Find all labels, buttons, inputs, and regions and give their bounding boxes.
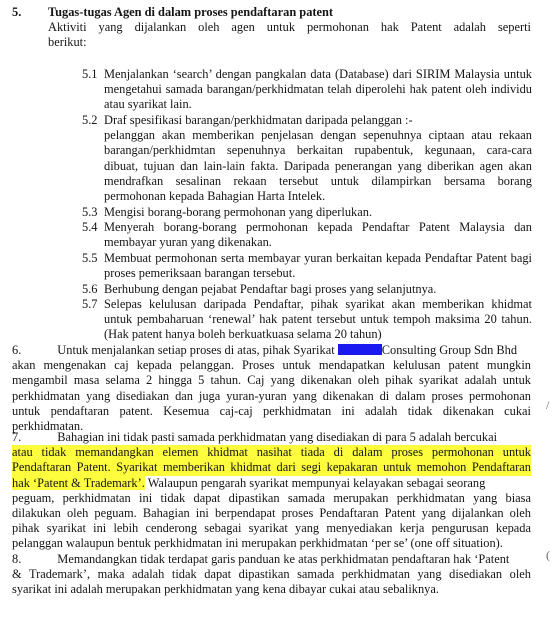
section-number: 8. xyxy=(12,552,22,566)
text-line: berikut: xyxy=(48,35,87,50)
text-span: Bahagian ini tidak pasti samada perkhidmatan yang disediakan di para 5 adalah bercukai xyxy=(57,430,498,444)
text-span: Walaupun pengarah syarikat mempunyai kelayakan sebagai seorang xyxy=(144,475,486,490)
text-line: syarikat ini adalah merupakan perkhidmatan yang kena dibayar cukai atau sebaliknya. xyxy=(12,582,439,597)
text-span: Untuk menjalankan setiap proses di atas, pihak Syarikat xyxy=(57,343,335,357)
item-number: 5.7 xyxy=(82,297,98,311)
text-line: untuk pembaharuan ‘renewal’ hak patent tersebut untuk tempoh maksima 20 tahun. xyxy=(104,312,532,327)
text-line xyxy=(12,476,531,491)
text-line: dilakukan oleh peguam. Bahagian ini berpendapat proses Pendaftaran Patent yang dijalankan oleh xyxy=(12,505,531,520)
section-number: 6. xyxy=(12,343,22,357)
text-line: perkhidmatan yang disediakan dan juga yuran-yuran yang dikenakan di dalam proses permohonan xyxy=(12,388,531,403)
text-line: mengambil masa selama 2 hingga 5 tahun. Caj yang dikenakan oleh pihak syarikat adalah untuk xyxy=(12,373,531,388)
list-item xyxy=(82,205,532,220)
item-number: 5.3 xyxy=(82,205,98,219)
item-number: 5.6 xyxy=(82,282,98,296)
list-item xyxy=(82,282,532,297)
text-line xyxy=(12,552,531,567)
section-7 xyxy=(12,430,531,552)
text-line: Draf spesifikasi barangan/perkhidmatan daripada pelanggan :- xyxy=(104,113,413,127)
highlighted-line: Pendaftaran Patent. Syarikat memberikan khidmat dari segi kepakaran untuk memohon Pendaftaran xyxy=(12,460,531,475)
highlighted-line: atau tidak memandangkan elemen khidmat nasihat tiada di dalam proses permohonan untuk xyxy=(12,445,531,460)
section-title: Tugas-tugas Agen di dalam proses pendaftaran patent xyxy=(48,5,334,19)
text-line: barangan/perkhidmtan sepenuhnya berkaitan rupabentuk, kegunaan, cara-cara xyxy=(104,143,532,158)
item-number: 5.4 xyxy=(82,220,98,234)
section-number: 5. xyxy=(12,5,22,19)
text-line xyxy=(12,343,531,358)
section-number: 7. xyxy=(12,430,22,444)
text-line: Aktiviti yang dijalankan oleh agen untuk permohonan hak Patent adalah seperti xyxy=(48,20,531,34)
list-item xyxy=(82,113,532,204)
text-line: & Trademark’, maka adalah tidak dapat dipastikan samada perkhidmatan yang disediakan oleh xyxy=(12,567,531,582)
text-line: Menyerah borang-borang permohonan kepada Pendaftar Patent Malaysia dan xyxy=(104,220,532,234)
text-line: Membuat permohonan serta membayar yuran berkaitan kepada Pendaftar Patent bagi xyxy=(104,251,532,265)
text-line: Selepas kelulusan daripada Pendaftar, pihak syarikat akan memberikan khidmat xyxy=(104,297,532,311)
item-number: 5.5 xyxy=(82,251,98,265)
text-line: permohonan kepada Bahagian Harta Intelek. xyxy=(104,188,326,203)
text-line: (Hak patent hanya boleh berkuatkuasa selama 20 tahun) xyxy=(104,327,382,342)
item-number: 5.1 xyxy=(82,67,98,81)
text-line: pihak syarikat ini lebih cenderong sebagai syarikat yang menyediakan kerja pengurusan kepada xyxy=(12,521,531,536)
text-line: atau syarikat lain. xyxy=(104,97,192,112)
highlighted-text: hak ‘Patent & Trademark’. xyxy=(12,475,145,490)
list-item xyxy=(82,220,532,250)
text-span: Consulting Group Sdn Bhd xyxy=(381,343,518,357)
text-line: peguam, perkhidmatan ini tidak dapat dipastikan samada merupakan perkhidmatan yang biasa xyxy=(12,490,531,505)
text-line: Berhubung dengan pejabat Pendaftar bagi proses yang selanjutnya. xyxy=(104,282,437,296)
text-line: membayar yuran yang dikenakan. xyxy=(104,235,272,250)
text-line: mendrafkan sesalinan rekaan tersebut untuk dilampirkan bersama borang xyxy=(104,173,532,188)
text-line: mengetahui samada barangan/perkhidmatan telah diperolehi hak patent oleh individu xyxy=(104,82,532,97)
text-line: perkhidmatan. xyxy=(12,418,84,433)
section-5-intro xyxy=(48,20,531,50)
list-item xyxy=(82,297,532,343)
section-8 xyxy=(12,552,531,598)
text-line: pelanggan akan memberikan penjelasan dengan sepenuhnya ciptaan atau rekaan xyxy=(104,128,532,143)
text-line: pelanggan walaupun bentuk perkhidmatan ini merupakan perkhidmatan ‘per se’ (one off situation). xyxy=(12,536,503,551)
list-item xyxy=(82,251,532,281)
text-line: dibuat, tujuan dan lain-lain fakta. Daripada penerangan yang diberikan agen akan xyxy=(104,158,532,173)
text-line: akan mengenakan caj kepada pelanggan. Proses untuk mendapatkan kelulusan patent mungkin xyxy=(12,358,531,373)
text-line: Menjalankan ‘search’ dengan pangkalan data (Database) dari SIRIM Malaysia untuk xyxy=(104,67,532,81)
text-line: Mengisi borang-borang permohonan yang diperlukan. xyxy=(104,205,373,219)
text-line: untuk pendaftaran patent. Kesemua caj-caj perkhidmatan ini adalah tidak dikenakan cukai xyxy=(12,403,531,418)
item-number: 5.2 xyxy=(82,113,98,127)
margin-mark: ( xyxy=(546,548,550,562)
margin-mark: / xyxy=(546,398,550,412)
redaction-box xyxy=(338,344,382,355)
list-item xyxy=(82,67,532,113)
section-6 xyxy=(12,343,531,434)
text-span: Memandangkan tidak terdapat garis panduan ke atas perkhidmatan pendaftaran hak ‘Patent xyxy=(57,552,510,566)
text-line: proses pemeriksaan barangan tersebut. xyxy=(104,266,296,281)
text-line xyxy=(12,430,531,445)
